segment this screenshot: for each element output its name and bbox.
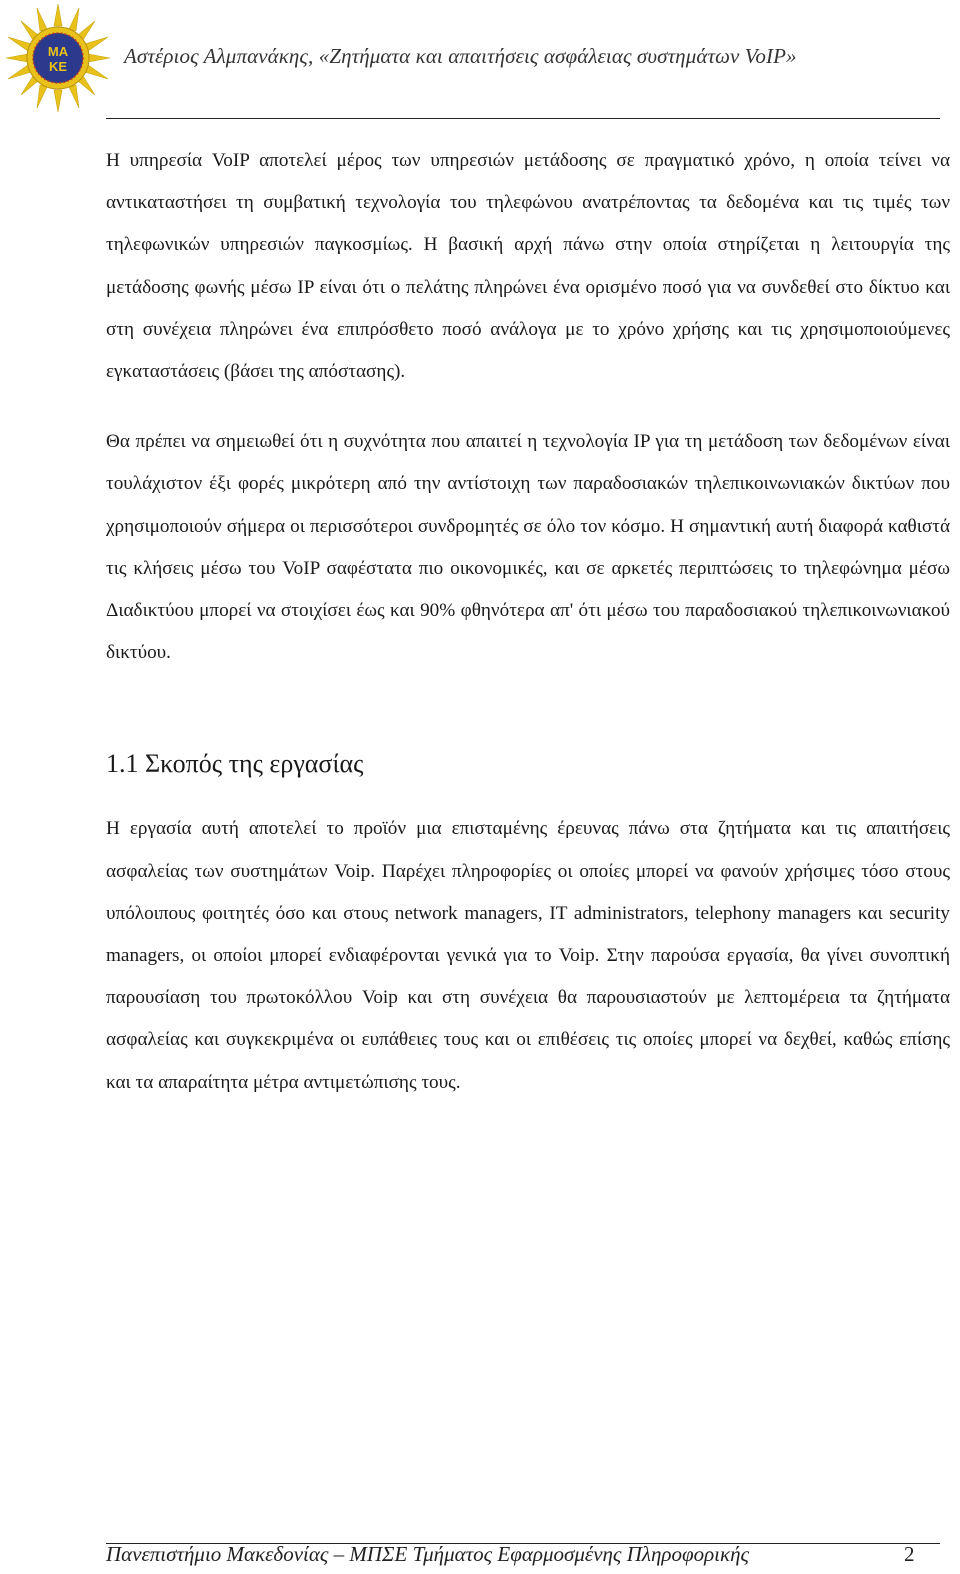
- body-paragraph-2: Θα πρέπει να σημειωθεί ότι η συχνότητα που απαιτεί η τεχνολογία IP για τη μετάδοση των δεδομένων είναι τουλάχιστον έξι φορές μικρότερη από την αντίστοιχη των παραδοσιακών τηλεπικοινωνιακών δικτύων που χρησιμοποιούν σήμερα οι περισσότεροι συνδρομητές σε όλο τον κόσμο. Η σημαντική αυτή διαφορά καθιστά τις κλήσεις μέσω του VoIP σαφέστατα πιο οικονομικές, και σε αρκετές περιπτώσεις το τηλεφώνημα μέσω Διαδικτύου μπορεί να στοιχίσει έως και 90% φθηνότερα απ' ότι μέσω του παραδοσιακού τηλεπικοινωνιακού δικτύου.: [106, 431, 950, 664]
- page-number: 2: [904, 1542, 915, 1566]
- section-heading: 1.1 Σκοπός της εργασίας: [106, 749, 364, 779]
- section-paragraph: Η εργασία αυτή αποτελεί το προϊόν μια επισταμένης έρευνας πάνω στα ζητήματα και τις απαιτήσεις ασφαλείας των συστημάτων Voip. Παρέχει πληροφορίες οι οποίες μπορεί να φανούν χρήσιμες τόσο στους υπόλοιπους φοιτητές όσο και στους network managers, IT administrators, telephony managers και security managers, οι οποίοι μπορεί ενδιαφέρονται γενικά για το Voip. Στην παρούσα εργασία, θα γίνει συνοπτική παρουσίαση του πρωτοκόλλου Voip και στη συνέχεια θα παρουσιαστούν με λεπτομέρεια τα ζητήματα ασφαλείας και συγκεκριμένα οι ευπάθειες τους και οι επιθέσεις τις οποίες μπορεί να δεχθεί, καθώς επίσης και τα απαραίτητα μέτρα αντιμετώπισης τους.: [106, 818, 950, 1093]
- university-seal-icon: [6, 4, 110, 112]
- logo-text-bottom: ΚΕ: [48, 59, 68, 74]
- page-content: [106, 140, 950, 1104]
- header-title: Αστέριος Αλμπανάκης, «Ζητήματα και απαιτήσεις ασφάλειας συστημάτων VoIP»: [124, 44, 797, 68]
- logo-text-top: ΜΑ: [47, 44, 69, 59]
- body-paragraph-1: Η υπηρεσία VoIP αποτελεί μέρος των υπηρεσιών μετάδοσης σε πραγματικό χρόνο, η οποία τείνει να αντικαταστήσει τη συμβατική τεχνολογία του τηλεφώνου ανατρέποντας τα δεδομένα και τις τιμές των τηλεφωνικών υπηρεσιών παγκοσμίως. Η βασική αρχή πάνω στην οποία στηρίζεται η λειτουργία της μετάδοσης φωνής μέσω IP είναι ότι ο πελάτης πληρώνει ένα ορισμένο ποσό για να συνδεθεί στο δίκτυο και στη συνέχεια πληρώνει ένα επιπρόσθετο ποσό ανάλογα με το χρόνο χρήσης και τις χρησιμοποιούμενες εγκαταστάσεις (βάσει της απόστασης).: [106, 150, 950, 383]
- header-divider: [106, 118, 940, 119]
- footer-text: Πανεπιστήμιο Μακεδονίας – ΜΠΣΕ Τμήματος Εφαρμοσμένης Πληροφορικής: [106, 1542, 750, 1566]
